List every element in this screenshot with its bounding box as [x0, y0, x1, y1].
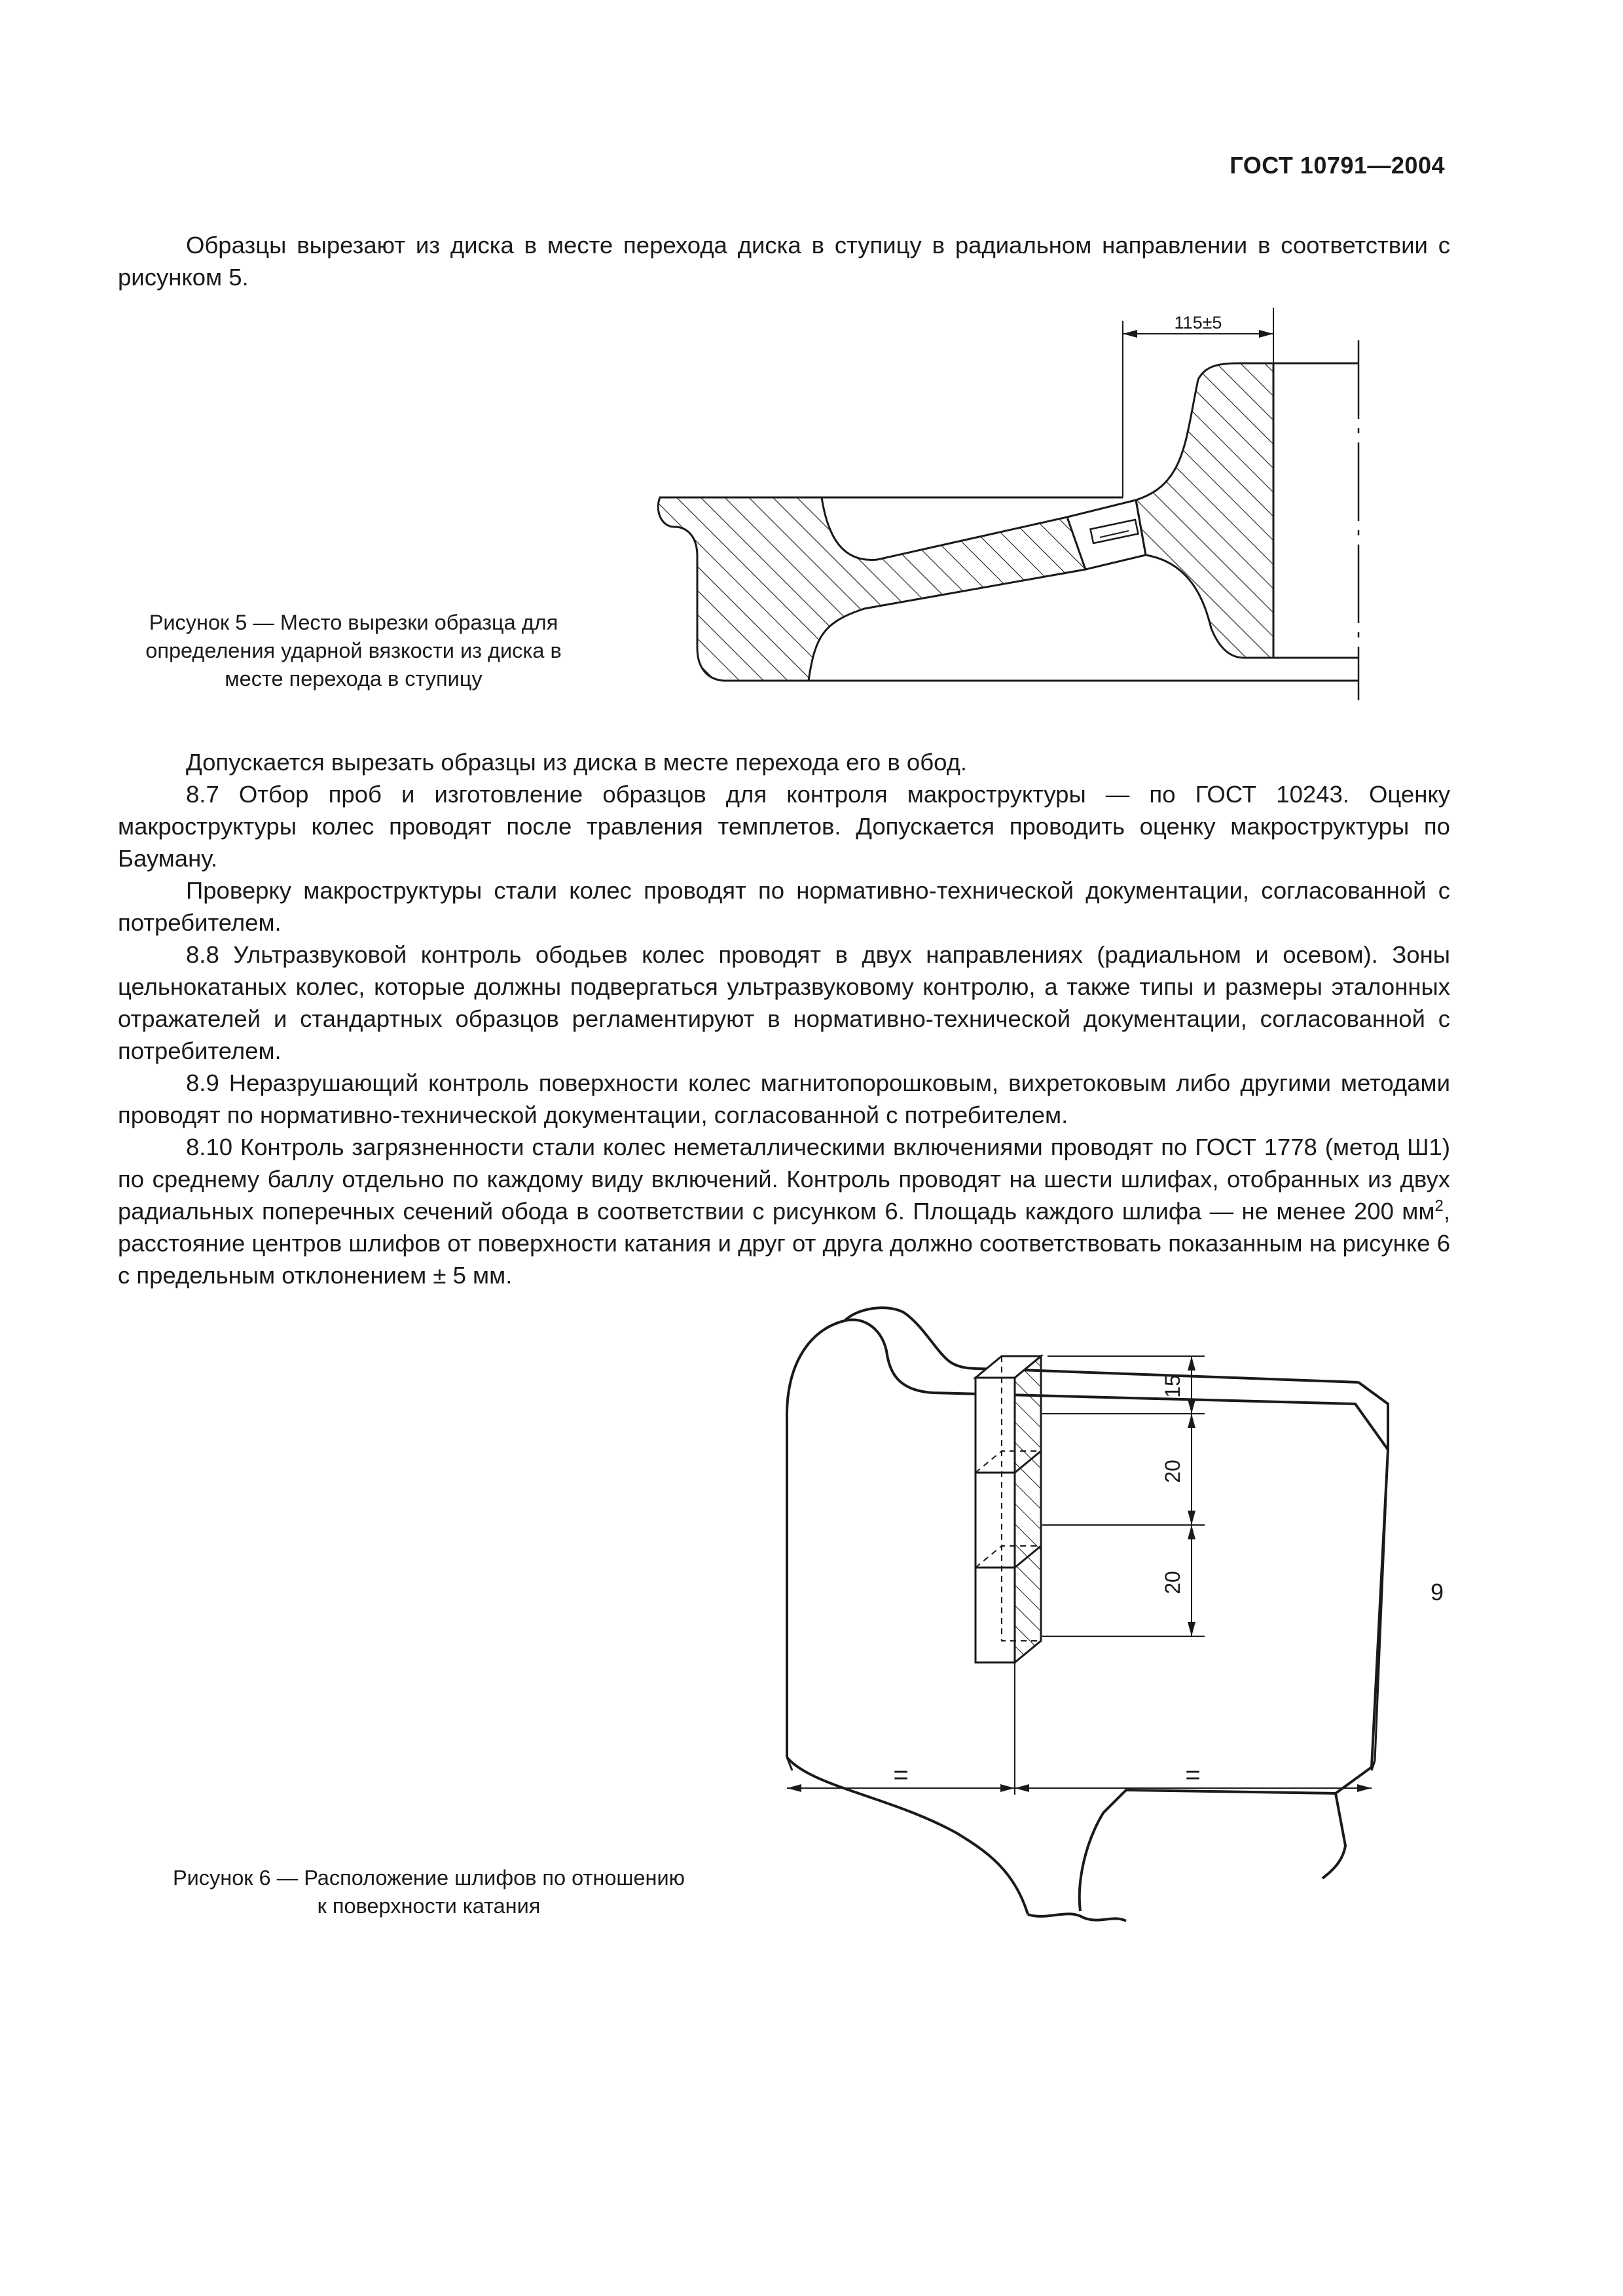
- paragraph-p3: Проверку макроструктуры стали колес проводят по нормативно-технической документации, согласованной с потребителем.: [118, 877, 1450, 936]
- document-header: ГОСТ 10791—2004: [1230, 152, 1445, 179]
- equal-sign-right: =: [1185, 1761, 1201, 1789]
- paragraph-8-10-text-end: , расстояние центров шлифов от поверхности катания и друг от друга должно соответствовать показанным на рисунке 6 с предельным отклонением ± 5 мм.: [118, 1198, 1450, 1289]
- dimension-label-20-lower: 20: [1161, 1571, 1184, 1594]
- figure-6-caption-line-1: Рисунок 6 — Расположение шлифов по отношению: [172, 1866, 685, 1890]
- paragraph-8-8: 8.8 Ультразвуковой контроль ободьев колес проводят в двух направлениях (радиальном и осевом). Зоны цельнокатаных колес, которые должны подвергаться ультразвуковому контролю, а также типы и размеры эталонных отражателей и стандартных образцов регламентируют в нормативно-технической документации, согласованной с потребителем.: [118, 941, 1450, 1064]
- paragraph-p1: Допускается вырезать образцы из диска в месте перехода его в обод.: [186, 749, 968, 776]
- figure-5-dimension: 115±5: [1174, 313, 1222, 332]
- intro-paragraph: Образцы вырезают из диска в месте перехода диска в ступицу в радиальном направлении в соответствии с рисунком 5.: [118, 232, 1450, 291]
- figure-6-caption: [124, 1864, 733, 1920]
- figure-5-caption: Рисунок 5 — Место вырезки образца для определения ударной вязкости из диска в месте перехода в ступицу: [145, 611, 562, 691]
- figure-6-drawing: [773, 1302, 1427, 1931]
- paragraph-8-10: [118, 1131, 1450, 1291]
- equal-sign-left: =: [893, 1761, 909, 1789]
- figure-5-drawing: [648, 301, 1395, 720]
- paragraph-8-10-text: 8.10 Контроль загрязненности стали колес неметаллическими включениями проводят по ГОСТ 1778 (метод Ш1) по среднему баллу отдельно по каждому виду включений. Контроль проводят на шести шлифах, отобранных из двух радиальных поперечных сечений обода в соответствии с рисунком 6. Площадь каждого шлифа — не менее 200 мм: [118, 1134, 1450, 1225]
- paragraph-8-7: 8.7 Отбор проб и изготовление образцов для контроля макроструктуры — по ГОСТ 10243. Оценку макроструктуры колес проводят после травления темплетов. Допускается проводить оценку макроструктуры по Бауману.: [118, 781, 1450, 872]
- page-number: 9: [1430, 1579, 1444, 1605]
- paragraph-8-9: 8.9 Неразрушающий контроль поверхности колес магнитопорошковым, вихретоковым либо другими методами проводят по нормативно-технической документации, согласованной с потребителем.: [118, 1069, 1450, 1128]
- dimension-label-15: 15: [1161, 1374, 1184, 1398]
- dimension-label-20-upper: 20: [1161, 1460, 1184, 1483]
- superscript: 2: [1434, 1196, 1444, 1215]
- figure-6-caption-line-2: к поверхности катания: [317, 1894, 541, 1918]
